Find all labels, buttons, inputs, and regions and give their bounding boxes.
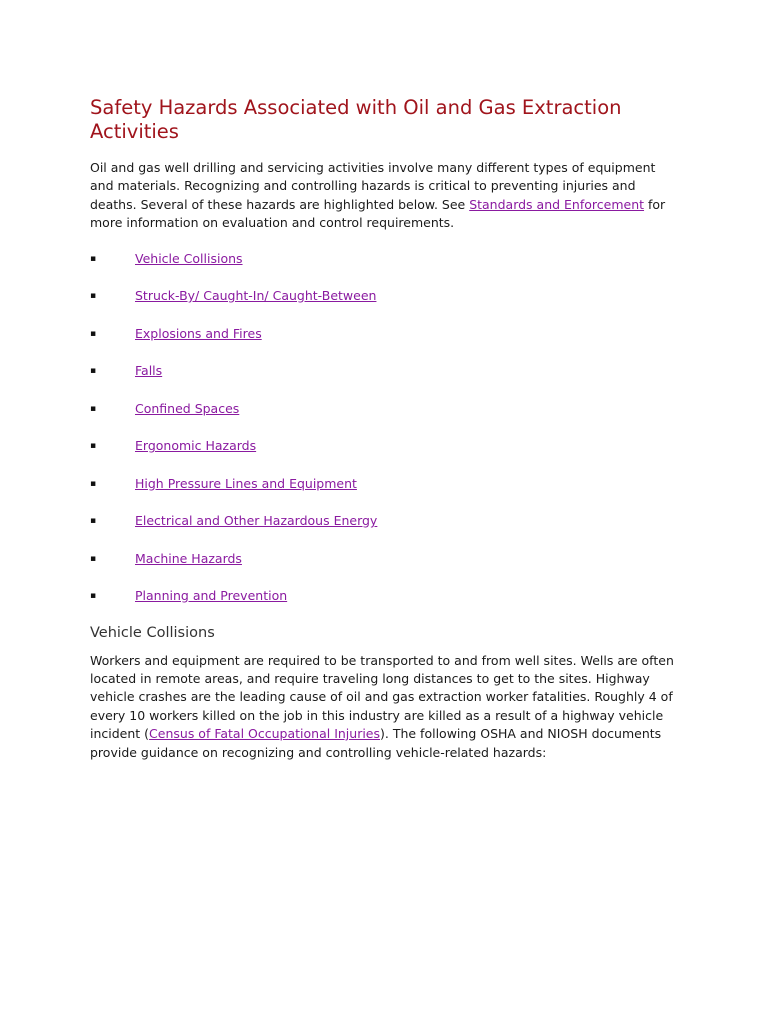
- hazard-link-falls[interactable]: Falls: [135, 363, 163, 379]
- intro-text-before-link: Oil and gas well drilling and servicing activities involve many different types of equipment and materials. Recognizing and controlling hazards is critical to preventing injuries and deaths. Several of these hazards are highlighted below. See: [90, 160, 656, 212]
- hazard-link-explosions-and-fires[interactable]: Explosions and Fires: [135, 325, 262, 341]
- section-heading-vehicle-collisions: Vehicle Collisions: [90, 624, 215, 641]
- hazard-link-electrical-energy[interactable]: Electrical and Other Hazardous Energy: [135, 513, 378, 529]
- hazard-link-ergonomic-hazards[interactable]: Ergonomic Hazards: [135, 438, 257, 454]
- list-item: [90, 550, 680, 588]
- section-text-after-link: ). The following OSHA and NIOSH documents provide guidance on recognizing and controlling vehicle-related hazards:: [90, 726, 662, 760]
- bullet-icon: ▪: [90, 478, 97, 489]
- hazard-list: [90, 250, 680, 625]
- bullet-icon: ▪: [90, 516, 97, 527]
- bullet-icon: ▪: [90, 403, 97, 414]
- list-item: [90, 475, 680, 513]
- bullet-icon: ▪: [90, 591, 97, 602]
- hazard-link-confined-spaces[interactable]: Confined Spaces: [135, 400, 240, 416]
- intro-paragraph: [90, 159, 680, 233]
- hazard-link-machine-hazards[interactable]: Machine Hazards: [135, 550, 242, 566]
- list-item: [90, 512, 680, 550]
- bullet-icon: ▪: [90, 291, 97, 302]
- list-item: [90, 587, 680, 625]
- hazard-link-high-pressure-lines[interactable]: High Pressure Lines and Equipment: [135, 475, 357, 491]
- bullet-icon: ▪: [90, 328, 97, 339]
- vehicle-collisions-paragraph: [90, 652, 680, 762]
- bullet-icon: ▪: [90, 253, 97, 264]
- hazard-link-vehicle-collisions[interactable]: Vehicle Collisions: [135, 250, 243, 266]
- list-item: [90, 250, 680, 288]
- page-title: Safety Hazards Associated with Oil and Gas Extraction Activities: [90, 96, 622, 143]
- list-item: [90, 287, 680, 325]
- list-item: [90, 325, 680, 363]
- list-item: [90, 437, 680, 475]
- bullet-icon: ▪: [90, 441, 97, 452]
- standards-and-enforcement-link[interactable]: Standards and Enforcement: [469, 196, 645, 212]
- document-page: [90, 96, 680, 762]
- census-fatal-injuries-link[interactable]: Census of Fatal Occupational Injuries: [149, 726, 381, 742]
- bullet-icon: ▪: [90, 366, 97, 377]
- hazard-link-struck-by[interactable]: Struck-By/ Caught-In/ Caught-Between: [135, 288, 377, 304]
- hazard-link-planning-and-prevention[interactable]: Planning and Prevention: [135, 588, 288, 604]
- list-item: [90, 362, 680, 400]
- list-item: [90, 400, 680, 438]
- section-text-before-link: Workers and equipment are required to be transported to and from well sites. Wells are often located in remote areas, and require traveling long distances to get to the sites. Highway vehicle crashes are the leading cause of oil and gas extraction worker fatalities. Roughly 4 of every 10 workers killed on the job in this industry are killed as a result of a highway vehicle incident (: [90, 652, 674, 742]
- intro-text-after-link: for more information on evaluation and control requirements.: [90, 196, 666, 231]
- bullet-icon: ▪: [90, 553, 97, 564]
